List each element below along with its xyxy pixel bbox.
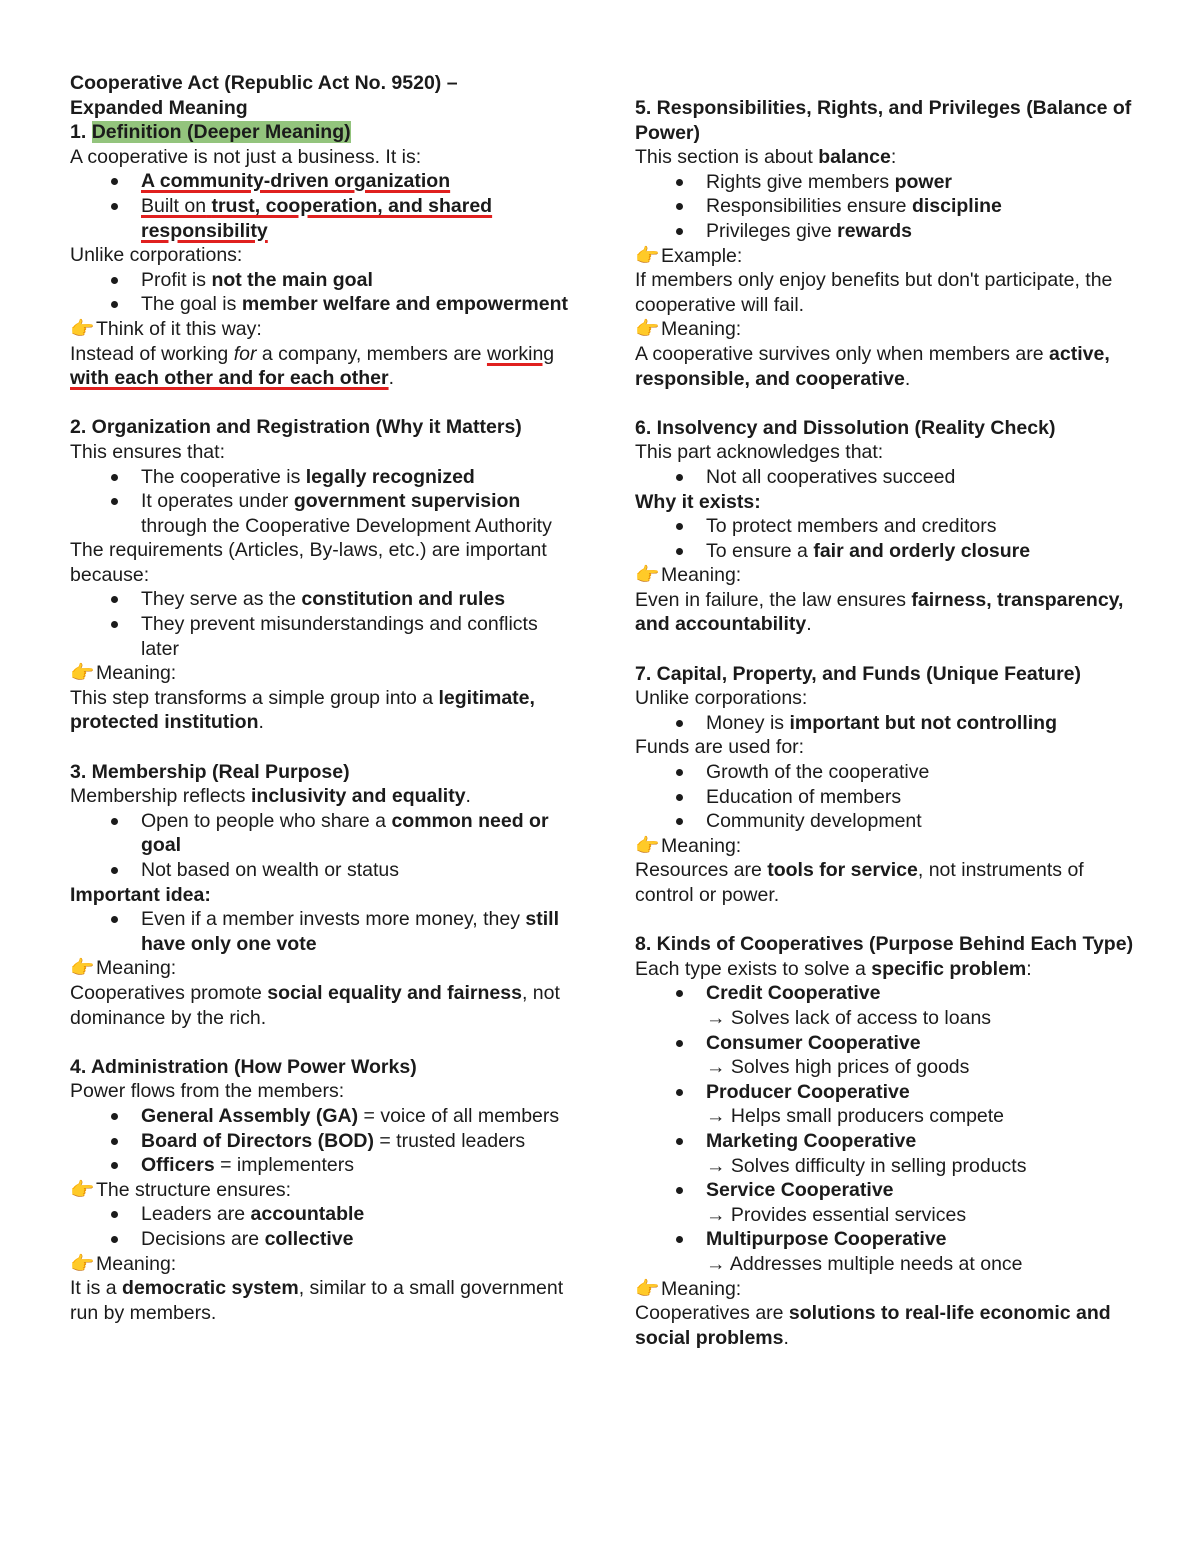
list-item: Marketing Cooperative → Solves difficulty in selling products	[635, 1129, 1135, 1178]
document-title: Cooperative Act (Republic Act No. 9520) – Expanded Meaning	[70, 72, 458, 119]
example-label: 👉Example:	[635, 244, 743, 267]
section-6-list	[635, 465, 1135, 490]
list-item: It operates under government supervision through the Cooperative Development Authority	[70, 489, 580, 538]
section-8-heading: 8. Kinds of Cooperatives (Purpose Behind Each Type)	[635, 933, 1134, 956]
list-item: Not based on wealth or status	[70, 858, 580, 883]
list-item: Growth of the cooperative	[635, 760, 1135, 785]
list-item: Decisions are collective	[70, 1227, 580, 1252]
section-6-heading: 6. Insolvency and Dissolution (Reality Check)	[635, 416, 1056, 439]
list-item: Profit is not the main goal	[70, 268, 580, 293]
structure-label: 👉The structure ensures:	[70, 1178, 292, 1201]
pointing-hand-icon: 👉	[70, 662, 95, 685]
list-item: The cooperative is legally recognized	[70, 465, 580, 490]
pointing-hand-icon: 👉	[635, 564, 660, 587]
section-4-list-2	[70, 1202, 580, 1251]
section-5-heading: 5. Responsibilities, Rights, and Privileges (Balance of Power)	[635, 97, 1132, 144]
pointing-hand-icon: 👉	[635, 244, 660, 267]
list-item: Open to people who share a common need or goal	[70, 809, 580, 858]
pointing-hand-icon: 👉	[635, 1277, 660, 1300]
left-column: Cooperative Act (Republic Act No. 9520) – Expanded Meaning 1. Definition (Deeper Meaning) A cooperative is not just a business. It is: A community-driven organization Built on trust, cooperation, and shared responsibility Unlike corporations: Profit is not the main goal The goal is member welfare and empowerment 👉Think of it this way: Instead of working for a company, members are working with each other and for each other. 2. Organization and Registration (Why it Matters) This ensures that: The cooperative is legally recognized It operates under government supervision through the Cooperative Development Authority The requirements (Articles, By-laws, etc.) are important because: They serve as the constitution and rules They prevent misunderstandings and conflicts later 👉Meaning: This step transforms a simple group into a legitimate, protected institution. 3. Membership (Real Purpose) Membership reflects inclusivity and equality. Open to people who share a common need or goal Not based on wealth or status Important idea: Even if a member invests more money, they still have only one vote 👉Meaning: Cooperatives promote social equality and fairness, not dominance by the rich. 4. Administration (How Power Works) Power flows from the members: General Assembly (GA) = voice of all members Board of Directors (BOD) = trusted leaders Officers = implementers 👉The structure ensures: Leaders are accountable Decisions are collective 👉Meaning: It is a democratic system, similar to a small government run by members.	[70, 71, 580, 1325]
pointing-hand-icon: 👉	[635, 834, 660, 857]
meaning-label: 👉Meaning:	[635, 318, 742, 341]
list-item: Leaders are accountable	[70, 1202, 580, 1227]
list-item: Officers = implementers	[70, 1153, 580, 1178]
list-item: Consumer Cooperative → Solves high prices of goods	[635, 1031, 1135, 1080]
section-1-heading: 1. Definition (Deeper Meaning)	[70, 121, 351, 144]
list-item: Not all cooperatives succeed	[635, 465, 1135, 490]
section-3-heading: 3. Membership (Real Purpose)	[70, 760, 350, 783]
pointing-hand-icon: 👉	[70, 957, 95, 980]
section-7-list-2	[635, 760, 1135, 834]
section-3-list	[70, 809, 580, 883]
section-6-list-2	[635, 514, 1135, 563]
section-7-list	[635, 711, 1135, 736]
section-2-list	[70, 465, 580, 539]
list-item: The goal is member welfare and empowerment	[70, 292, 580, 317]
list-item: Board of Directors (BOD) = trusted leaders	[70, 1129, 580, 1154]
section-1-list	[70, 169, 580, 243]
highlighted-heading: Definition (Deeper Meaning)	[91, 121, 351, 144]
pointing-hand-icon: 👉	[70, 1178, 95, 1201]
list-item: Producer Cooperative → Helps small producers compete	[635, 1080, 1135, 1129]
list-item: They serve as the constitution and rules	[70, 587, 580, 612]
list-item: To ensure a fair and orderly closure	[635, 539, 1135, 564]
meaning-label: 👉Meaning:	[635, 834, 742, 857]
section-2-list-2	[70, 587, 580, 661]
meaning-label: 👉Meaning:	[635, 1277, 742, 1300]
section-4-list	[70, 1104, 580, 1178]
pointing-hand-icon: 👉	[635, 318, 660, 341]
section-1-body: Instead of working for a company, members are working with each other and for each other.	[70, 342, 555, 390]
list-item: Rights give members power	[635, 170, 1135, 195]
list-item: Community development	[635, 809, 1135, 834]
list-item: Even if a member invests more money, they still have only one vote	[70, 907, 580, 956]
section-8-list	[635, 981, 1135, 1276]
meaning-label: 👉Meaning:	[70, 662, 177, 685]
list-item: Service Cooperative → Provides essential services	[635, 1178, 1135, 1227]
section-5-list	[635, 170, 1135, 244]
list-item: They prevent misunderstandings and conflicts later	[70, 612, 580, 661]
list-item: A community-driven organization	[70, 169, 580, 194]
section-3-list-2	[70, 907, 580, 956]
list-item: General Assembly (GA) = voice of all members	[70, 1104, 580, 1129]
section-2-heading: 2. Organization and Registration (Why it Matters)	[70, 416, 522, 439]
list-item: To protect members and creditors	[635, 514, 1135, 539]
section-4-heading: 4. Administration (How Power Works)	[70, 1055, 417, 1078]
right-column: 5. Responsibilities, Rights, and Privileges (Balance of Power) This section is about balance: Rights give members power Responsibilities ensure discipline Privileges give rewards 👉Example: If members only enjoy benefits but don't participate, the cooperative will fail. 👉Meaning: A cooperative survives only when members are active, responsible, and cooperative. 6. Insolvency and Dissolution (Reality Check) This part acknowledges that: Not all cooperatives succeed Why it exists: To protect members and creditors To ensure a fair and orderly closure 👉Meaning: Even in failure, the law ensures fairness, transparency, and accountability. 7. Capital, Property, and Funds (Unique Feature) Unlike corporations: Money is important but not controlling Funds are used for: Growth of the cooperative Education of members Community development 👉Meaning: Resources are tools for service, not instruments of control or power. 8. Kinds of Cooperatives (Purpose Behind Each Type) Each type exists to solve a specific problem: Credit Cooperative → Solves lack of access to loans Consumer Cooperative → Solves high prices of goods Producer Cooperative → Helps small producers compete Marketing Cooperative → Solves difficulty in selling products Service Cooperative → Provides essential services Multipurpose Cooperative → Addresses multiple needs at once 👉Meaning: Cooperatives are solutions to real-life economic and social problems.	[635, 97, 1134, 1349]
pointing-hand-icon: 👉	[70, 317, 95, 340]
list-item: Multipurpose Cooperative → Addresses multiple needs at once	[635, 1227, 1135, 1276]
list-item: Education of members	[635, 785, 1135, 810]
list-item: Built on trust, cooperation, and shared responsibility	[70, 194, 580, 243]
pointing-hand-icon: 👉	[70, 1252, 95, 1275]
meaning-label: 👉Meaning:	[635, 564, 742, 587]
list-item: Money is important but not controlling	[635, 711, 1135, 736]
section-1-intro: A cooperative is not just a business. It is:	[70, 145, 422, 168]
section-7-heading: 7. Capital, Property, and Funds (Unique Feature)	[635, 662, 1082, 685]
section-1-list-2	[70, 268, 580, 317]
list-item: Privileges give rewards	[635, 219, 1135, 244]
list-item: Responsibilities ensure discipline	[635, 194, 1135, 219]
section-1-unlike: Unlike corporations:	[70, 244, 243, 267]
think-line: 👉Think of it this way:	[70, 317, 262, 340]
meaning-label: 👉Meaning:	[70, 957, 177, 980]
meaning-label: 👉Meaning:	[70, 1252, 177, 1275]
list-item: Credit Cooperative → Solves lack of access to loans	[635, 981, 1135, 1030]
